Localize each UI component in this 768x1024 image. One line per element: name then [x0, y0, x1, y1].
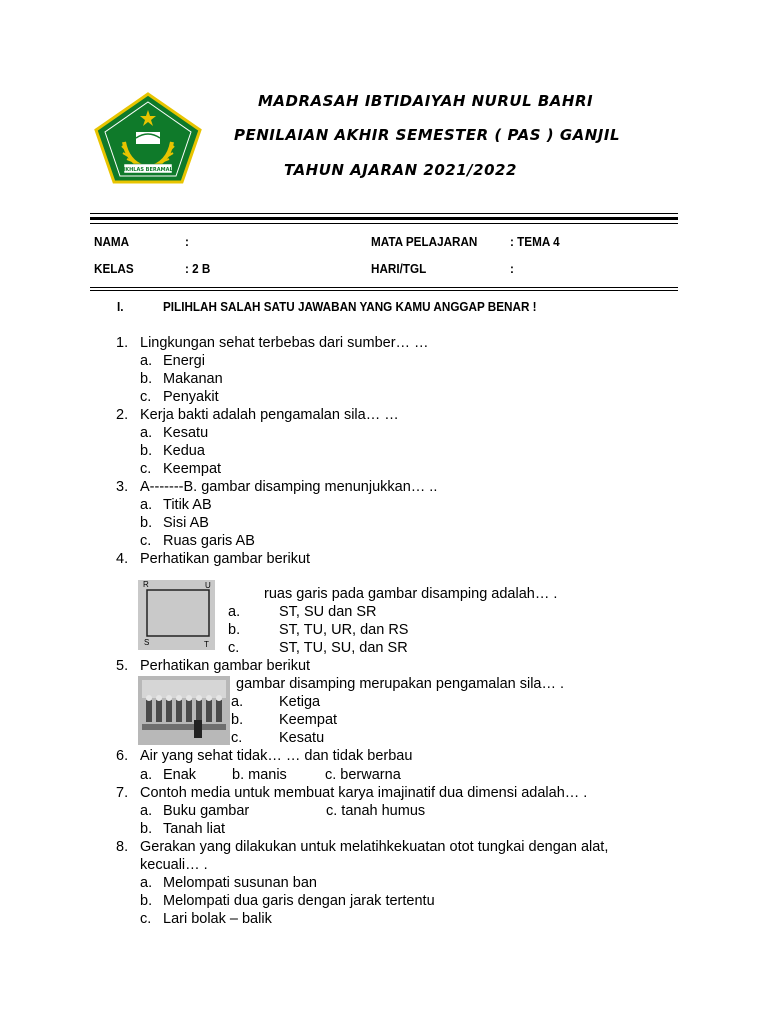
question-1-text: Lingkungan sehat terbebas dari sumber… … [140, 335, 429, 351]
question-7-option-c: c. tanah humus [326, 803, 426, 819]
question-5-option-a: Ketiga [279, 694, 321, 710]
option-letter: c. [140, 911, 152, 927]
vertex-t-label: T [204, 640, 209, 649]
info-rule-bottom [90, 290, 678, 291]
option-letter: b. [140, 515, 153, 531]
question-6-option-b: b. manis [232, 767, 287, 783]
question-8-option-a: Melompati susunan ban [163, 875, 317, 891]
madrasah-logo [94, 92, 202, 184]
option-letter: c. [140, 389, 152, 405]
header-rule-thick [90, 217, 678, 220]
info-rule-top [90, 287, 678, 288]
question-6-option-c: c. berwarna [325, 767, 401, 783]
question-5-option-b: Keempat [279, 712, 338, 728]
question-3-option-c: Ruas garis AB [163, 533, 255, 549]
mapel-value: : TEMA 4 [510, 234, 560, 249]
option-letter: b. [228, 622, 241, 638]
hari-value: : [510, 261, 514, 276]
question-2-option-c: Keempat [163, 461, 222, 477]
question-4-option-b: ST, TU, UR, dan RS [279, 622, 409, 638]
option-letter: a. [140, 803, 153, 819]
vertex-s-label: S [144, 638, 150, 647]
question-3-option-b: Sisi AB [163, 515, 209, 531]
svg-text:IKHLAS BERAMAL: IKHLAS BERAMAL [123, 167, 173, 173]
question-1-option-a: Energi [163, 353, 205, 369]
question-3-number: 3. [116, 479, 129, 495]
header-rule-top [90, 213, 678, 214]
section-number: I. [117, 299, 124, 314]
header-rule-bottom [90, 223, 678, 224]
option-letter: c. [228, 640, 240, 656]
academic-year: TAHUN AJARAN 2021/2022 [284, 161, 517, 179]
question-2-option-b: Kedua [163, 443, 205, 459]
question-6-option-a: Enak [163, 767, 197, 783]
option-letter: b. [140, 821, 153, 837]
option-letter: c. [140, 461, 152, 477]
question-8-option-b: Melompati dua garis dengan jarak tertentu [163, 893, 435, 909]
option-letter: b. [140, 893, 153, 909]
question-6-number: 6. [116, 748, 129, 764]
option-letter: b. [140, 371, 153, 387]
vertex-r-label: R [143, 580, 149, 589]
option-letter: a. [140, 875, 153, 891]
question-4-text: Perhatikan gambar berikut [140, 551, 311, 567]
square-figure-image [138, 580, 215, 650]
option-letter: b. [140, 443, 153, 459]
question-4-number: 4. [116, 551, 129, 567]
option-letter: a. [228, 604, 241, 620]
question-8-option-c: Lari bolak – balik [163, 911, 272, 927]
question-4-option-c: ST, TU, SU, dan SR [279, 640, 408, 656]
school-name: MADRASAH IBTIDAIYAH NURUL BAHRI [258, 92, 594, 110]
question-5-text: Perhatikan gambar berikut [140, 658, 311, 674]
question-7-number: 7. [116, 785, 129, 801]
option-letter: a. [140, 353, 153, 369]
section-title: PILIHLAH SALAH SATU JAWABAN YANG KAMU ANGGAP BENAR ! [163, 299, 537, 314]
question-2-number: 2. [116, 407, 129, 423]
class-photo-image [138, 676, 230, 745]
question-6-text: Air yang sehat tidak… … dan tidak berbau [140, 748, 413, 764]
question-8-number: 8. [116, 839, 129, 855]
nama-field: : [185, 234, 189, 249]
nama-label: NAMA [94, 234, 130, 249]
option-letter: b. [231, 712, 244, 728]
question-4-subtext: ruas garis pada gambar disamping adalah… . [264, 586, 558, 602]
option-letter: a. [140, 767, 153, 783]
mapel-label: MATA PELAJARAN [371, 234, 478, 249]
question-5-option-c: Kesatu [279, 730, 325, 746]
option-letter: a. [140, 425, 153, 441]
question-2-option-a: Kesatu [163, 425, 209, 441]
question-8-text-continued: kecuali… . [140, 857, 208, 873]
kelas-label: KELAS [94, 261, 134, 276]
option-letter: c. [140, 533, 152, 549]
question-2-text: Kerja bakti adalah pengamalan sila… … [140, 407, 399, 423]
question-5-number: 5. [116, 658, 129, 674]
question-3-option-a: Titik AB [163, 497, 212, 513]
question-1-option-c: Penyakit [163, 389, 219, 405]
question-5-subtext: gambar disamping merupakan pengamalan sila… . [236, 676, 565, 692]
hari-label: HARI/TGL [371, 261, 427, 276]
question-7-text: Contoh media untuk membuat karya imajinatif dua dimensi adalah… . [140, 785, 588, 801]
question-7-option-a: Buku gambar [163, 803, 250, 819]
option-letter: a. [231, 694, 244, 710]
question-8-text: Gerakan yang dilakukan untuk melatihkekuatan otot tungkai dengan alat, [140, 839, 609, 855]
question-7-option-b: Tanah liat [163, 821, 226, 837]
kelas-value: : 2 B [185, 261, 211, 276]
vertex-u-label: U [205, 581, 211, 590]
question-1-option-b: Makanan [163, 371, 223, 387]
question-3-text: A-------B. gambar disamping menunjukkan… .. [140, 479, 438, 495]
option-letter: c. [231, 730, 243, 746]
question-4-option-a: ST, SU dan SR [279, 604, 377, 620]
question-1-number: 1. [116, 335, 129, 351]
exam-title: PENILAIAN AKHIR SEMESTER ( PAS ) GANJIL [234, 126, 621, 144]
option-letter: a. [140, 497, 153, 513]
